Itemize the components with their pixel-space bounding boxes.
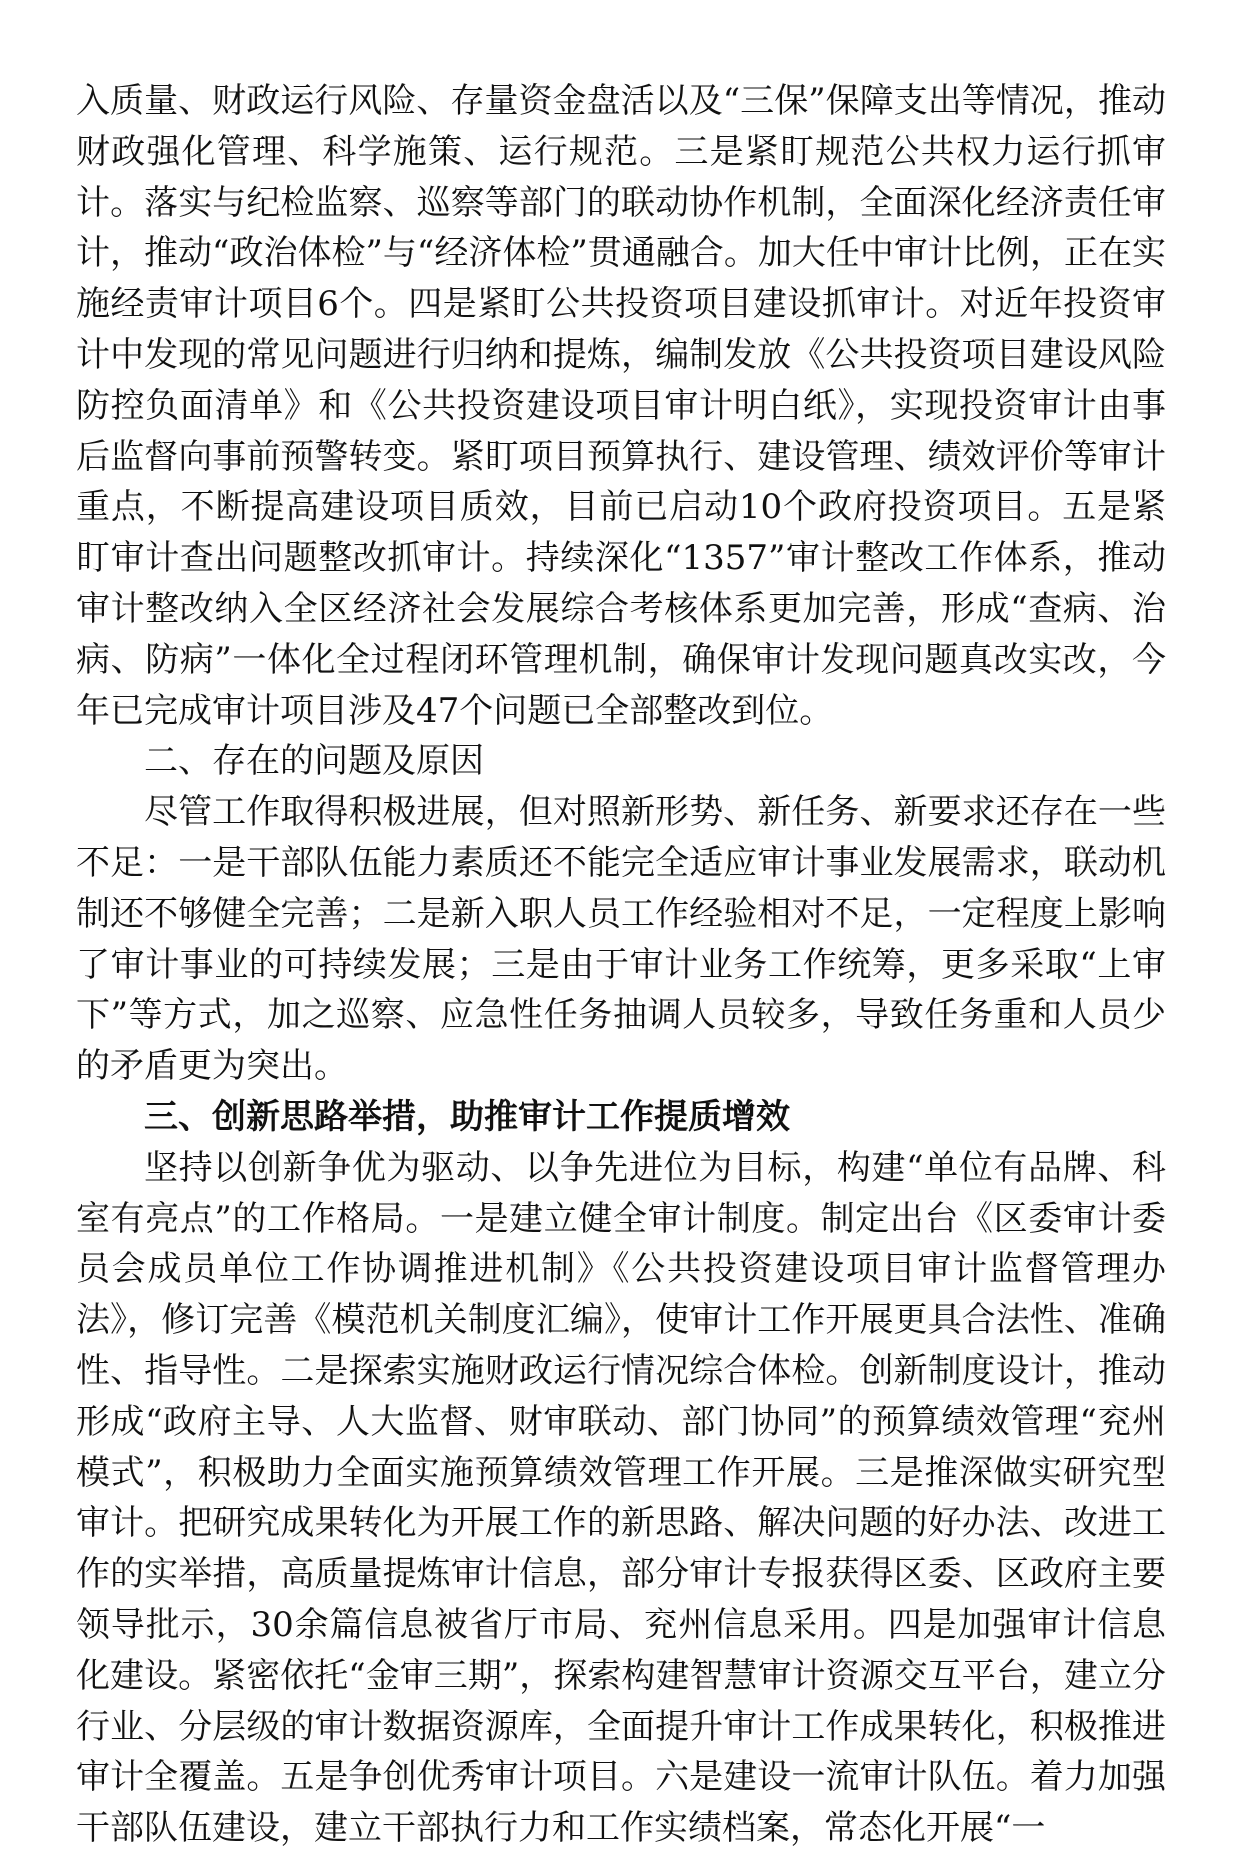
section-heading-measures: 三、创新思路举措，助推审计工作提质增效 — [144, 1096, 790, 1137]
section-heading-problems: 二、存在的问题及原因 — [144, 741, 484, 782]
paragraph-continuation: 入质量、财政运行风险、存量资金盘活以及“三保”保障支出等情况，推动财政强化管理、科学施策、运行规范。三是紧盯规范公共权力运行抓审计。落实与纪检监察、巡察等部门的联动协作机制，全面深化经济责任审计，推动“政治体检”与“经济体检”贯通融合。加大任中审计比例，正在实施经责审计项目6个。四是紧盯公共投资项目建设抓审计。对近年投资审计中发现的常见问题进行归纳和提炼，编制发放《公共投资项目建设风险防控负面清单》和《公共投资建设项目审计明白纸》，实现投资审计由事后监督向事前预警转变。紧盯项目预算执行、建设管理、绩效评价等审计重点，不断提高建设项目质效，目前已启动10个政府投资项目。五是紧盯审计查出问题整改抓审计。持续深化“1357”审计整改工作体系，推动审计整改纳入全区经济社会发展综合考核体系更加完善，形成“查病、治病、防病”一体化全过程闭环管理机制，确保审计发现问题真改实改，今年已完成审计项目涉及47个问题已全部整改到位。 — [76, 81, 1166, 731]
paragraph-measures: 坚持以创新争优为驱动、以争先进位为目标，构建“单位有品牌、科室有亮点”的工作格局。一是建立健全审计制度。制定出台《区委审计委员会成员单位工作协调推进机制》《公共投资建设项目审计监督管理办法》，修订完善《模范机关制度汇编》，使审计工作开展更具合法性、准确性、指导性。二是探索实施财政运行情况综合体检。创新制度设计，推动形成“政府主导、人大监督、财审联动、部门协同”的预算绩效管理“兖州模式”，积极助力全面实施预算绩效管理工作开展。三是推深做实研究型审计。把研究成果转化为开展工作的新思路、解决问题的好办法、改进工作的实举措，高质量提炼审计信息，部分审计专报获得区委、区政府主要领导批示，30余篇信息被省厅市局、兖州信息采用。四是加强审计信息化建设。紧密依托“金审三期”，探索构建智慧审计资源交互平台，建立分行业、分层级的审计数据资源库，全面提升审计工作成果转化，积极推进审计全覆盖。五是争创优秀审计项目。六是建设一流审计队伍。着力加强干部队伍建设，建立干部执行力和工作实绩档案，常态化开展“一 — [76, 1147, 1166, 1849]
paragraph-problems: 尽管工作取得积极进展，但对照新形势、新任务、新要求还存在一些不足：一是干部队伍能力素质还不能完全适应审计事业发展需求，联动机制还不够健全完善；二是新入职人员工作经验相对不足，一定程度上影响了审计事业的可持续发展；三是由于审计业务工作统筹，更多采取“上审下”等方式，加之巡察、应急性任务抽调人员较多，导致任务重和人员少的矛盾更为突出。 — [76, 792, 1166, 1087]
document-page — [76, 76, 1166, 1854]
